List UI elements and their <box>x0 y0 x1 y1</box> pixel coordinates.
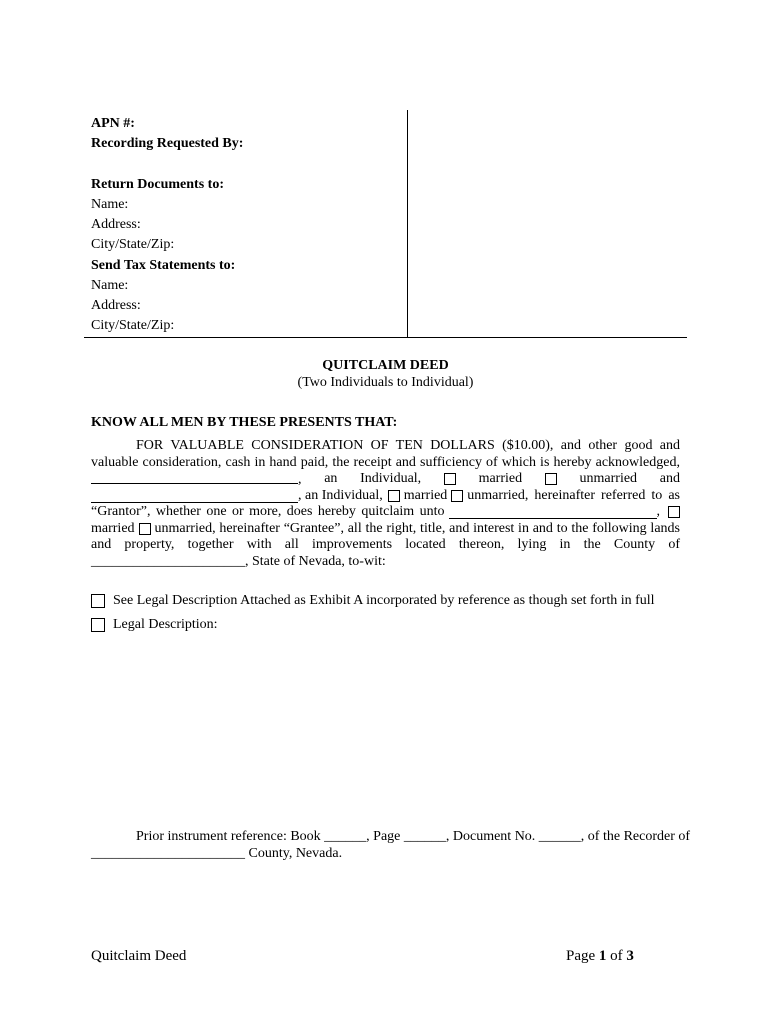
county-line: and property, together with all improvements located thereon, lying in the County of <box>91 537 680 552</box>
legal-description-label: Legal Description: <box>113 617 218 632</box>
grantor-referred-text: unmarried, hereinafter referred to as <box>467 487 680 503</box>
married-text: married <box>91 520 135 536</box>
married-text: married <box>478 471 523 486</box>
and-text: and <box>659 471 680 486</box>
apn-label: APN #: <box>91 116 135 131</box>
grantor-one-married-checkbox[interactable] <box>444 473 456 485</box>
grantor-one-name-field[interactable] <box>91 470 298 484</box>
grantor-two-married-checkbox[interactable] <box>388 490 400 502</box>
grantor-two-unmarried-checkbox[interactable] <box>451 490 463 502</box>
return-city-label: City/State/Zip: <box>91 237 175 252</box>
grantee-name-field[interactable] <box>449 505 657 519</box>
acknowledgment-line: valuable consideration, cash in hand paid, the receipt and sufficiency of which is hereby acknowledged, <box>91 454 680 470</box>
tax-city-label: City/State/Zip: <box>91 318 175 333</box>
document-subtitle: (Two Individuals to Individual) <box>297 375 474 390</box>
tax-name-label: Name: <box>91 278 129 293</box>
exhibit-option <box>91 592 655 610</box>
page-word: Page <box>566 948 596 964</box>
header-horizontal-divider <box>84 337 687 338</box>
of-word: of <box>610 948 623 964</box>
an-text: an <box>324 471 338 486</box>
conveyance-paragraph <box>91 438 680 570</box>
comma-text: , <box>656 504 660 519</box>
consideration-line: FOR VALUABLE CONSIDERATION OF TEN DOLLARS ($10.00), and other good and <box>136 438 680 453</box>
grantor-one-unmarried-checkbox[interactable] <box>545 473 557 485</box>
grantee-married-checkbox[interactable] <box>668 506 680 518</box>
married-text: married <box>403 487 448 503</box>
return-name-label: Name: <box>91 197 129 212</box>
page-total: 3 <box>626 948 634 964</box>
legal-description-checkbox[interactable] <box>91 618 105 632</box>
header-vertical-divider <box>407 110 408 338</box>
send-tax-statements-label: Send Tax Statements to: <box>91 258 236 273</box>
return-address-label: Address: <box>91 217 141 232</box>
prior-county-line: ______________________ County, Nevada. <box>91 846 343 861</box>
return-documents-to-label: Return Documents to: <box>91 177 224 192</box>
quitclaim-unto-text: “Grantor”, whether one or more, does hereby quitclaim unto <box>91 504 445 519</box>
footer-title: Quitclaim Deed <box>91 948 187 964</box>
prior-instrument-line: Prior instrument reference: Book ______, Page ______, Document No. ______, of the Recorder of <box>136 829 691 844</box>
individual-text: Individual, <box>360 471 422 486</box>
grantee-text: unmarried, hereinafter “Grantee”, all the right, title, and interest in and to the following lands <box>154 520 680 536</box>
document-title: QUITCLAIM DEED <box>322 358 449 373</box>
grantor-two-name-field[interactable] <box>91 489 298 503</box>
page-indicator <box>566 946 634 966</box>
tax-address-label: Address: <box>91 298 141 313</box>
recording-requested-by-label: Recording Requested By: <box>91 136 244 151</box>
legal-description-option <box>91 616 218 634</box>
comma-text: , <box>298 472 302 487</box>
exhibit-checkbox[interactable] <box>91 594 105 608</box>
grantor-two-individual-text: , an Individual, <box>298 487 383 503</box>
grantee-unmarried-checkbox[interactable] <box>139 523 151 535</box>
unmarried-text: unmarried <box>579 471 638 486</box>
page-number: 1 <box>598 948 607 964</box>
grantor-one-group <box>91 470 302 489</box>
exhibit-option-label: See Legal Description Attached as Exhibit A incorporated by reference as though set forth in full <box>113 593 655 608</box>
body-heading: KNOW ALL MEN BY THESE PRESENTS THAT: <box>91 415 398 430</box>
state-line: ______________________, State of Nevada, to-wit: <box>91 553 386 569</box>
